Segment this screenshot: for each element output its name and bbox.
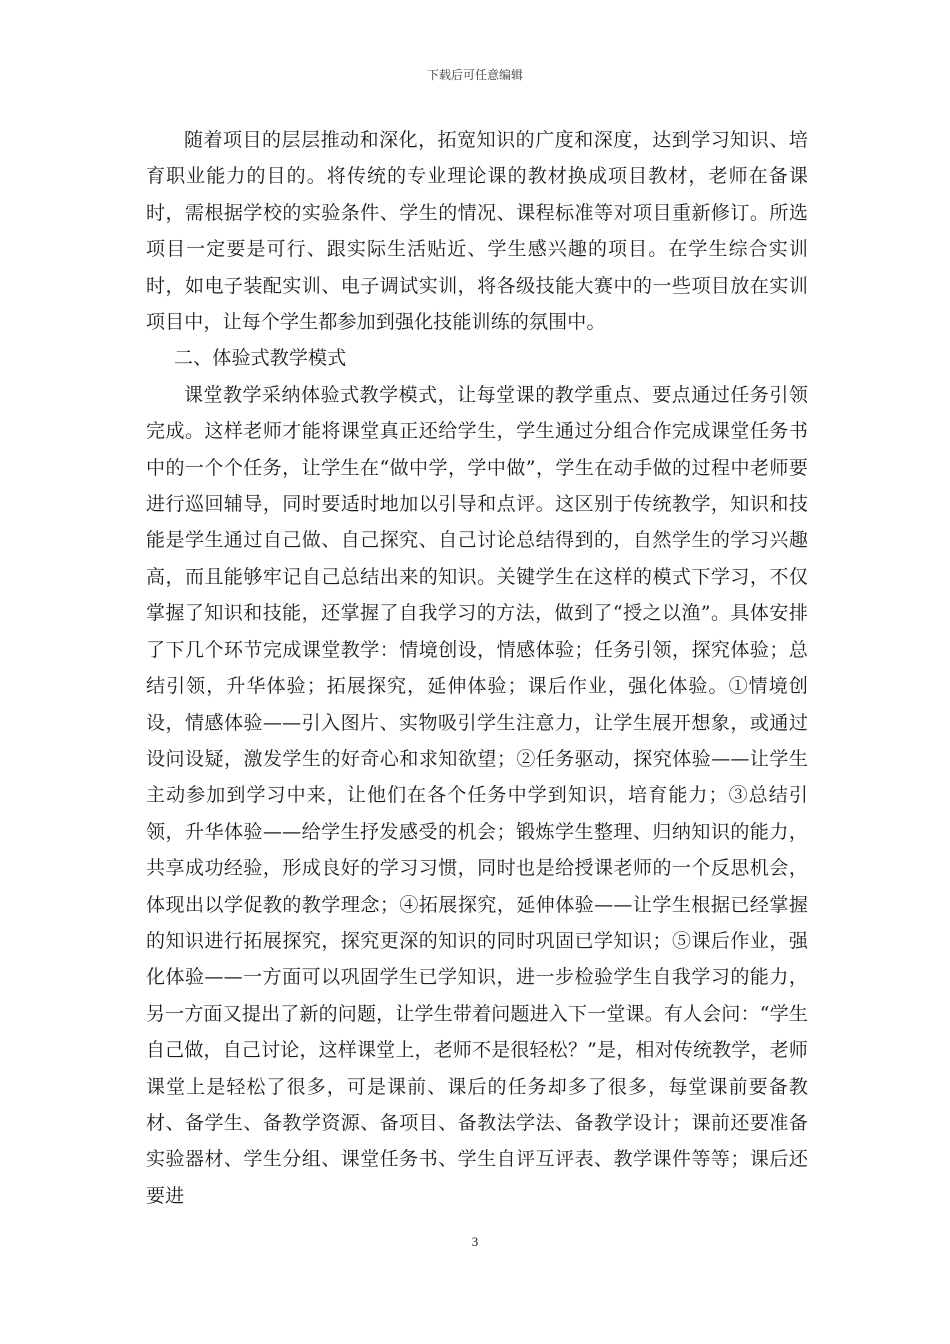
body-paragraph: 课堂教学采纳体验式教学模式，让每堂课的教学重点、要点通过任务引领完成。这样老师才能将课堂真正还给学生，学生通过分组合作完成课堂任务书中的一个个任务，让学生在“做中学，学中做”，学生在动手做的过程中老师要进行巡回辅导，同时要适时地加以引导和点评。这区别于传统教学，知识和技能是学生通过自己做、自己探究、自己讨论总结得到的，自然学生的学习兴趣高，而且能够牢记自己总结出来的知识。关键学生在这样的模式下学习，不仅掌握了知识和技能，还掌握了自我学习的方法，做到了“授之以渔”。具体安排了下几个环节完成课堂教学：情境创设，情感体验；任务引领，探究体验；总结引领，升华体验；拓展探究，延伸体验；课后作业，强化体验。①情境创设，情感体验——引入图片、实物吸引学生注意力，让学生展开想象，或通过设问设疑，激发学生的好奇心和求知欲望；②任务驱动，探究体验——让学生主动参加到学习中来，让他们在各个任务中学到知识，培育能力；③总结引领，升华体验——给学生抒发感受的机会；锻炼学生整理、归纳知识的能力，共享成功经验，形成良好的学习习惯，同时也是给授课老师的一个反思机会，体现出以学促教的教学理念；④拓展探究，延伸体验——让学生根据已经掌握的知识进行拓展探究，探究更深的知识的同时巩固已学知识；⑤课后作业，强化体验——一方面可以巩固学生已学知识，进一步检验学生自我学习的能力，另一方面又提出了新的问题，让学生带着问题进入下一堂课。有人会问：“学生自己做，自己讨论，这样课堂上，老师不是很轻松？”是，相对传统教学，老师课堂上是轻松了很多，可是课前、课后的任务却多了很多，每堂课前要备教材、备学生、备教学资源、备项目、备教法学法、备教学设计；课前还要准备实验器材、学生分组、课堂任务书、学生自评互评表、教学课件等等；课后还要进 — [146, 383, 808, 1207]
body-paragraph: 随着项目的层层推动和深化，拓宽知识的广度和深度，达到学习知识、培育职业能力的目的。将传统的专业理论课的教材换成项目教材，老师在备课时，需根据学校的实验条件、学生的情况、课程标准等对项目重新修订。所选项目一定要是可行、跟实际生活贴近、学生感兴趣的项目。在学生综合实训时，如电子装配实训、电子调试实训，将各级技能大赛中的一些项目放在实训项目中，让每个学生都参加到强化技能训练的氛围中。 — [146, 129, 808, 334]
section-heading: 二、体验式教学模式 — [174, 347, 347, 370]
page-number: 3 — [471, 1234, 479, 1249]
header-note: 下载后可任意编辑 — [426, 68, 523, 82]
document-body — [146, 122, 808, 1214]
